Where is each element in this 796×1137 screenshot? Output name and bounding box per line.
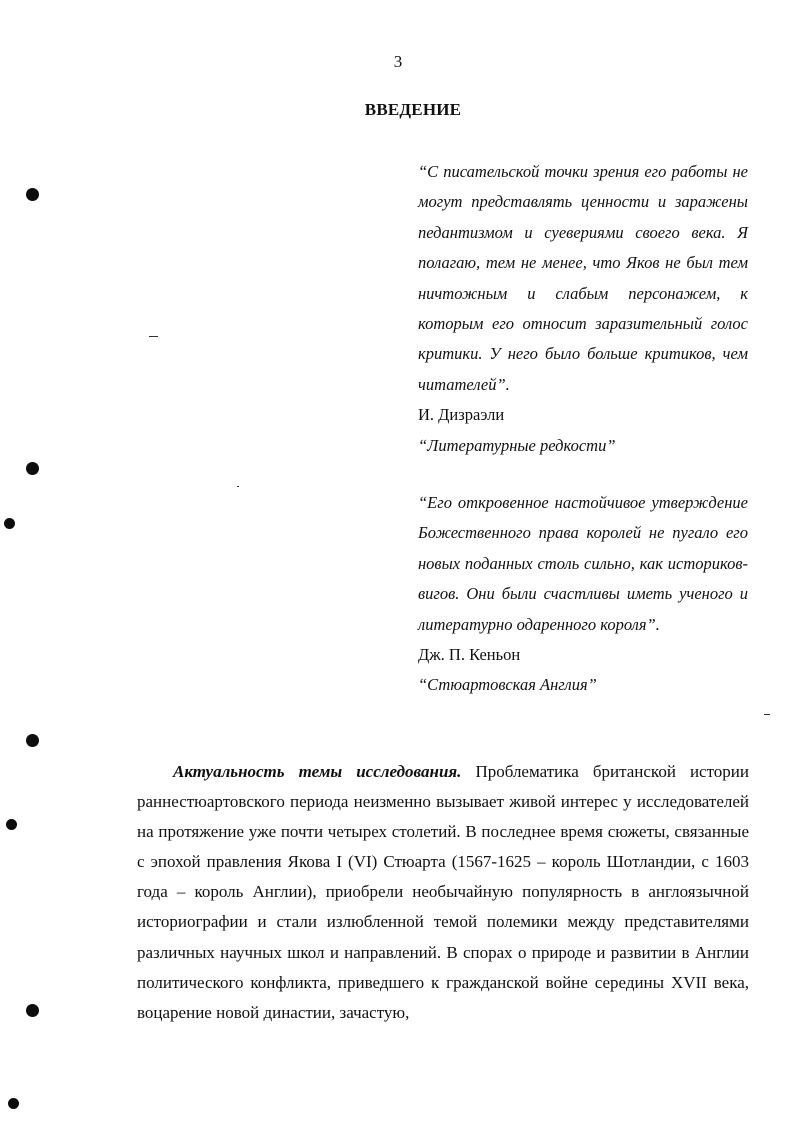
epigraph-author: Дж. П. Кеньон bbox=[418, 645, 521, 665]
epigraph-source: “Стюартовская Англия” bbox=[418, 675, 597, 695]
binder-hole bbox=[4, 518, 15, 529]
binder-hole bbox=[6, 819, 17, 830]
binder-hole bbox=[26, 734, 39, 747]
binder-hole bbox=[26, 188, 39, 201]
paragraph-lead-in: Актуальность темы исследования. bbox=[173, 762, 462, 781]
page-number: 3 bbox=[393, 52, 403, 71]
scan-speck bbox=[764, 714, 770, 715]
binder-hole bbox=[26, 1004, 39, 1017]
epigraph bbox=[418, 488, 748, 701]
scan-speck bbox=[237, 486, 239, 487]
epigraph-quote: “Его откровенное настойчивое утверждение Божественного права королей не пугало его новых поданных столь сильно, как историков-вигов. Они были счастливы иметь ученого и литературно одаренного короля”. bbox=[418, 493, 748, 634]
scan-speck bbox=[149, 336, 158, 337]
section-heading: ВВЕДЕНИЕ bbox=[364, 100, 462, 119]
epigraph-source: “Литературные редкости” bbox=[418, 435, 616, 455]
epigraph bbox=[418, 157, 748, 461]
epigraph-author: И. Дизраэли bbox=[418, 405, 505, 425]
binder-hole bbox=[8, 1098, 19, 1109]
paragraph-text: Проблематика британской истории раннестюартовского периода неизменно вызывает живой интерес у исследователей на протяжение уже почти четырех столетий. В последнее время сюжеты, связанные с эпохой правления Якова I (VI) Стюарта (1567-1625 – король Шотландии, с 1603 года – король Англии), приобрели необычайную популярность в англоязычной историографии и стали излюбленной темой полемики между представителями различных научных школ и направлений. В спорах о природе и развитии в Англии политического конфликта, приведшего к гражданской войне середины XVII века, воцарение новой династии, зачастую, bbox=[137, 762, 749, 1022]
epigraph-quote: “С писательской точки зрения его работы не могут представлять ценности и заражены педантизмом и суевериями своего века. Я полагаю, тем не менее, что Яков не был тем ничтожным и слабым персонажем, к которым его относит заразительный голос критики. У него было больше критиков, чем читателей”. bbox=[418, 162, 748, 394]
binder-hole bbox=[26, 462, 39, 475]
body-paragraph bbox=[137, 757, 749, 1028]
